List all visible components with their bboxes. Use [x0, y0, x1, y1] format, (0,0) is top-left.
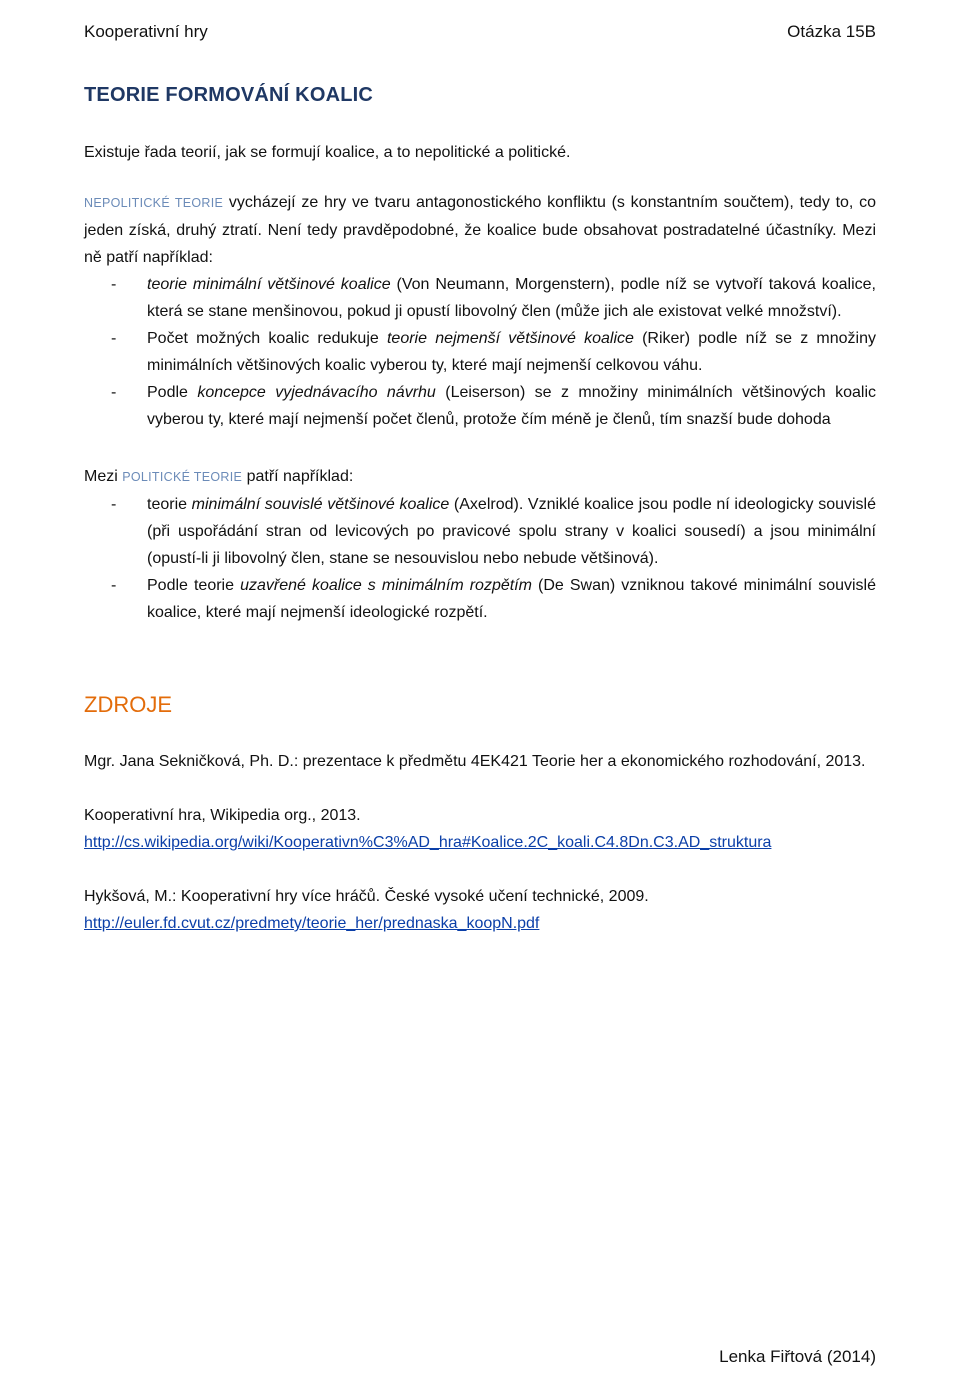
- list-item: [84, 572, 876, 626]
- term-italic: koncepce vyjednávacího návrhu: [197, 384, 436, 401]
- reference-2: [84, 802, 876, 856]
- item-pre: teorie: [147, 496, 192, 513]
- list-item: [84, 491, 876, 572]
- political-list: [84, 491, 876, 626]
- nonpolitical-paragraph: [84, 189, 876, 271]
- item-text: (Von Neumann, Morgenstern), podle níž se vytvoří taková koalice, která se stane menšinovou, pokud ji opustí libovolný člen (může jich ale existovat velké množství).: [147, 276, 877, 320]
- political-label: POLITICKÉ TEORIE: [122, 470, 243, 484]
- sources-title: ZDROJE: [84, 692, 172, 717]
- reference-link[interactable]: http://euler.fd.cvut.cz/predmety/teorie_her/prednaska_koopN.pdf: [84, 915, 540, 932]
- reference-link[interactable]: http://cs.wikipedia.org/wiki/Kooperativn%C3%AD_hra#Koalice.2C_koali.C4.8Dn.C3.AD_struktura: [84, 834, 772, 851]
- reference-text: Mgr. Jana Sekničková, Ph. D.: prezentace k předmětu 4EK421 Teorie her a ekonomického rozhodování, 2013.: [84, 753, 866, 770]
- nonpolitical-label: NEPOLITICKÉ TEORIE: [84, 196, 224, 210]
- term-italic: minimální souvislé většinové koalice: [191, 496, 450, 513]
- intro-paragraph: Existuje řada teorií, jak se formují koalice, a to nepolitické a politické.: [84, 144, 571, 161]
- nonpolitical-intro: Mezi ně patří například:: [84, 222, 876, 266]
- item-pre: Podle teorie: [147, 577, 241, 594]
- nonpolitical-text: vycházejí ze hry ve tvaru antagonostického konfliktu (s konstantním součtem), tedy to, co jeden získá, druhý ztratí. Není tedy pravděpodobné, že koalice bude obsahovat postradatelné účastníky.: [84, 194, 877, 239]
- content: [84, 84, 876, 937]
- item-pre: Podle: [147, 384, 198, 401]
- list-item: [84, 271, 876, 325]
- reference-text: Kooperativní hra, Wikipedia org., 2013.: [84, 807, 361, 824]
- list-item: [84, 325, 876, 379]
- item-pre: Počet možných koalic redukuje: [147, 330, 387, 347]
- header-right: Otázka 15B: [787, 22, 876, 41]
- term-italic: teorie minimální většinové koalice: [147, 276, 391, 293]
- item-text: (Riker) podle níž se z množiny minimálních většinových koalic vyberou ty, které mají nejmenší celkovou váhu.: [147, 330, 877, 374]
- item-text: (Axelrod). Vzniklé koalice jsou podle ní ideologicky souvislé (při uspořádání stran od levicových po pravicové spolu strany v koalici sousedí) a jsou minimální (opustí-li ji libovolný člen, stane se nesouvislou nebo nebude většinová).: [147, 496, 876, 567]
- political-paragraph: Mezi POLITICKÉ TEORIE patří například:: [84, 468, 354, 485]
- header-left: Kooperativní hry: [84, 22, 208, 41]
- footer-author: Lenka Fiřtová (2014): [719, 1347, 876, 1366]
- list-item: [84, 379, 876, 433]
- term-italic: teorie nejmenší většinové koalice: [386, 330, 634, 347]
- reference-1: [84, 748, 876, 775]
- reference-text: Hykšová, M.: Kooperativní hry více hráčů. České vysoké učení technické, 2009.: [84, 888, 649, 905]
- item-text: (De Swan) vzniknou takové minimální souvislé koalice, které mají nejmenší ideologické rozpětí.: [147, 577, 876, 621]
- reference-3: [84, 883, 876, 937]
- section-title: TEORIE FORMOVÁNÍ KOALIC: [84, 84, 374, 106]
- term-italic: uzavřené koalice s minimálním rozpětím: [240, 577, 532, 594]
- item-text: (Leiserson) se z množiny minimálních většinových koalic vyberou ty, které mají nejmenší počet členů, protože čím méně je členů, tím snazší bude dohoda: [147, 384, 877, 428]
- nonpolitical-list: [84, 271, 876, 433]
